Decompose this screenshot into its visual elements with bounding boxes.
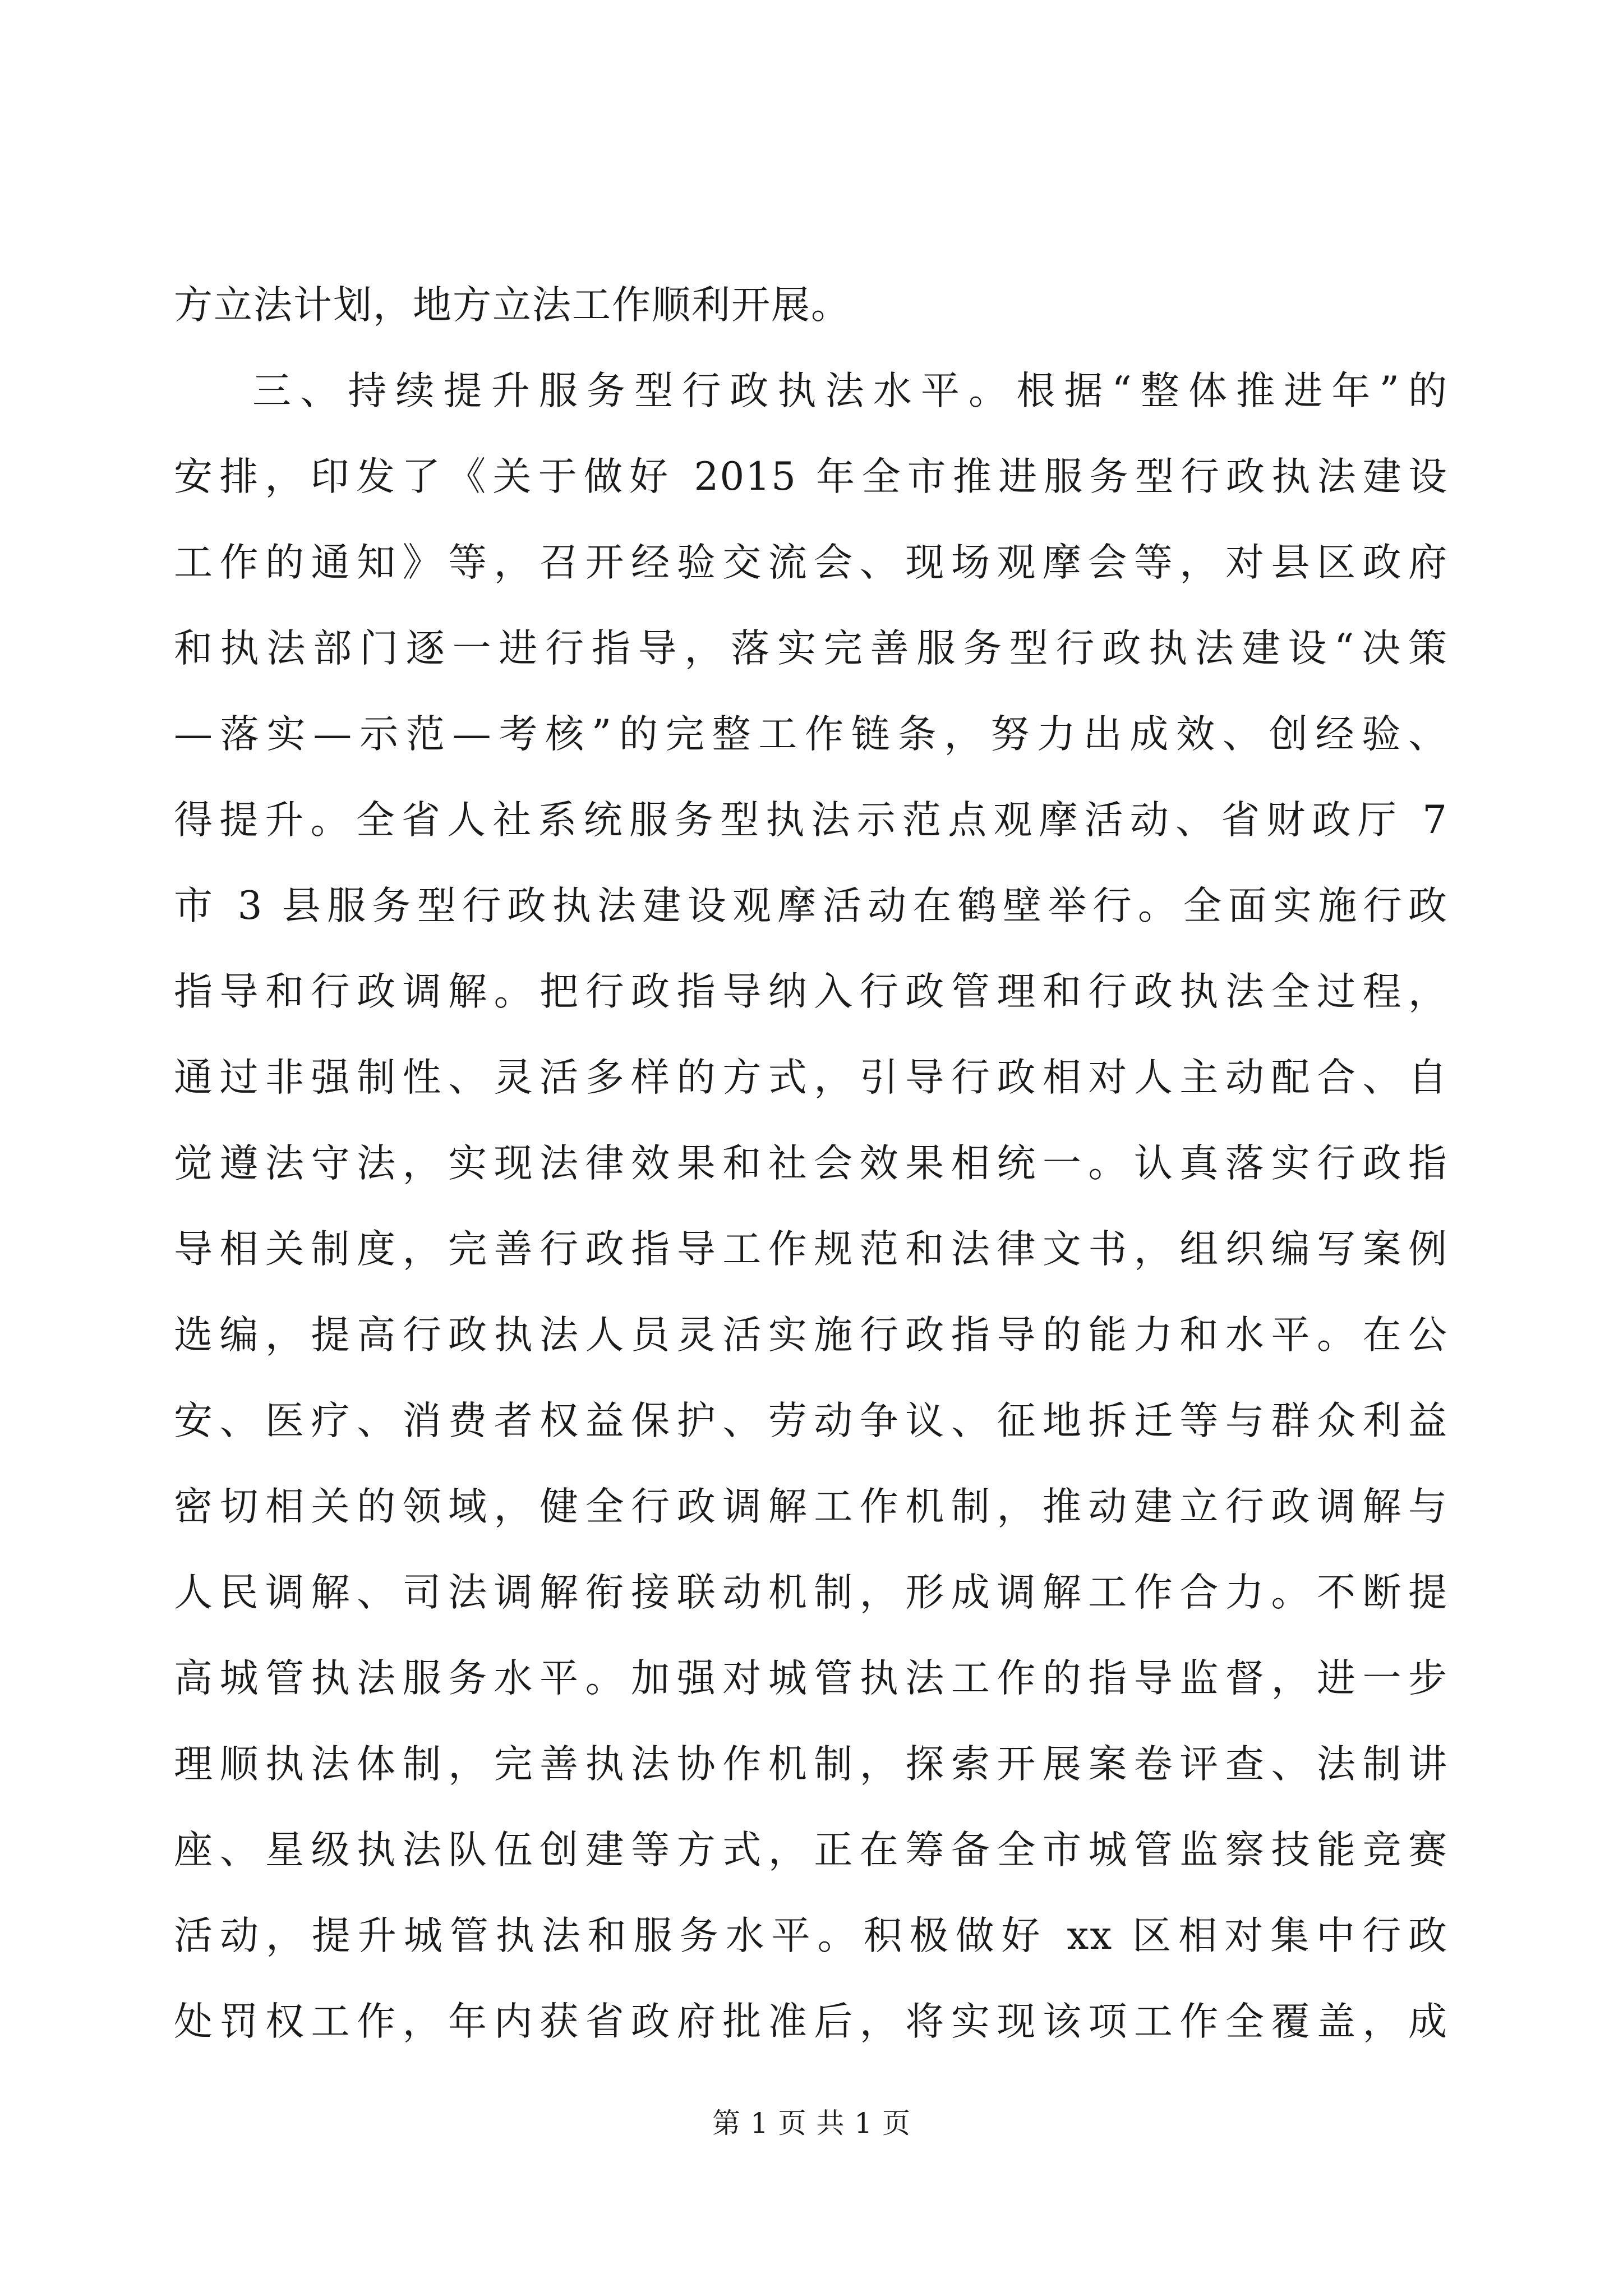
text-line: 活动，提升城管执法和服务水平。积极做好 xx 区相对集中行政 — [174, 1913, 1448, 1958]
text-line: 高城管执法服务水平。加强对城管执法工作的指导监督，进一步 — [174, 1656, 1448, 1701]
text-line: 密切相关的领域，健全行政调解工作机制，推动建立行政调解与 — [174, 1484, 1448, 1529]
text-line: 工作的通知》等，召开经验交流会、现场观摩会等，对县区政府 — [174, 540, 1448, 585]
text-line: 指导和行政调解。把行政指导纳入行政管理和行政执法全过程， — [174, 969, 1448, 1014]
text-line: —落实—示范—考核”的完整工作链条，努力出成效、创经验、 — [174, 712, 1448, 757]
text-line: 安排，印发了《关于做好 2015 年全市推进服务型行政执法建设 — [174, 454, 1448, 499]
text-line: 市 3 县服务型行政执法建设观摩活动在鹤壁举行。全面实施行政 — [174, 884, 1448, 928]
text-line: 通过非强制性、灵活多样的方式，引导行政相对人主动配合、自 — [174, 1055, 1448, 1100]
text-line: 座、星级执法队伍创建等方式，正在筹备全市城管监察技能竞赛 — [174, 1828, 1448, 1872]
text-line: 得提升。全省人社系统服务型执法示范点观摩活动、省财政厅 7 — [174, 798, 1448, 843]
text-line: 觉遵法守法，实现法律效果和社会效果相统一。认真落实行政指 — [174, 1141, 1448, 1186]
page-footer: 第 1 页 共 1 页 — [712, 2107, 911, 2139]
text-line: 人民调解、司法调解衔接联动机制，形成调解工作合力。不断提 — [174, 1570, 1448, 1615]
text-line: 和执法部门逐一进行指导，落实完善服务型行政执法建设“决策 — [174, 626, 1448, 671]
text-line: 选编，提高行政执法人员灵活实施行政指导的能力和水平。在公 — [174, 1313, 1448, 1358]
text-line: 三、持续提升服务型行政执法水平。根据“整体推进年”的 — [252, 369, 1448, 413]
text-line: 理顺执法体制，完善执法协作机制，探索开展案卷评查、法制讲 — [174, 1742, 1448, 1787]
text-line: 方立法计划，地方立法工作顺利开展。 — [174, 283, 851, 328]
body-text — [174, 263, 1448, 2065]
text-line: 处罚权工作，年内获省政府批准后，将实现该项工作全覆盖，成 — [174, 1999, 1448, 2044]
text-line: 导相关制度，完善行政指导工作规范和法律文书，组织编写案例 — [174, 1227, 1448, 1272]
text-line: 安、医疗、消费者权益保护、劳动争议、征地拆迁等与群众利益 — [174, 1398, 1448, 1443]
